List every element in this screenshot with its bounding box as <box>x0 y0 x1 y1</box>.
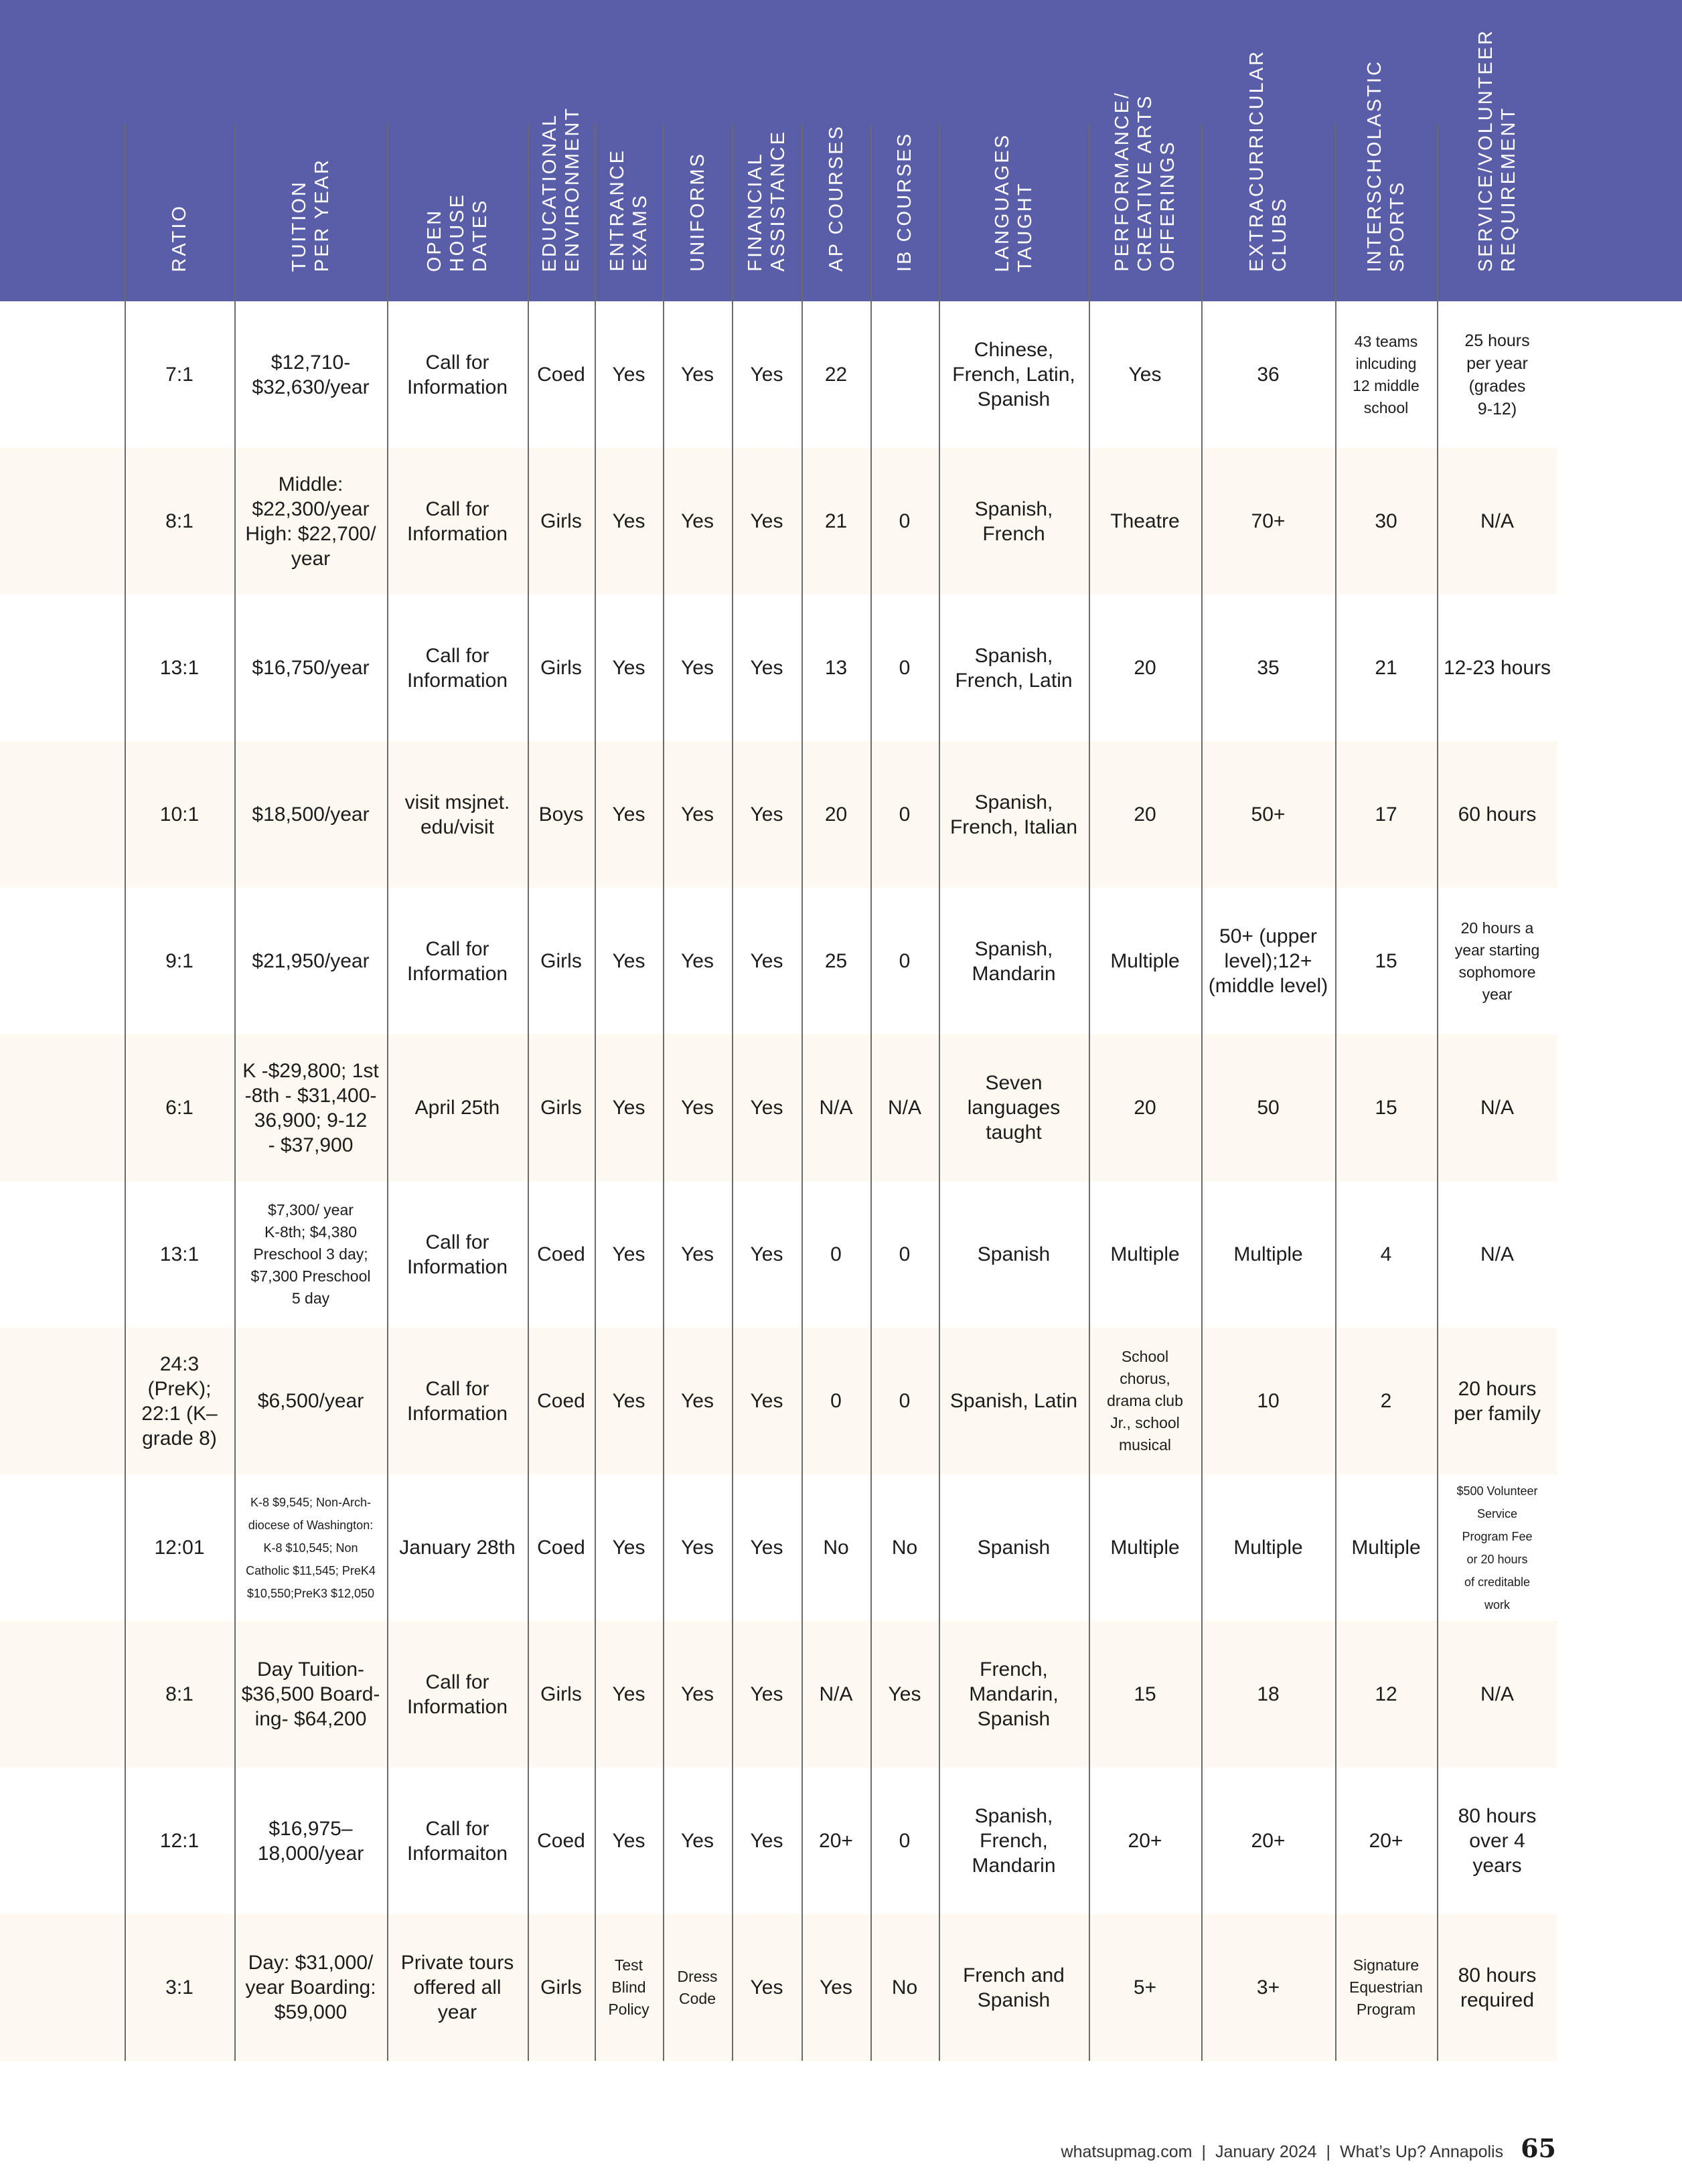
column-header-label: OPEN HOUSE DATES <box>424 192 491 272</box>
cell-ib-courses <box>870 301 939 448</box>
cell-languages: Spanish, French, Italian <box>949 791 1078 838</box>
cell-ratio: 9:1 <box>165 950 194 972</box>
cell-extracurricular: 3+ <box>1256 1976 1280 1999</box>
cell-financial-assistance: Yes <box>750 364 783 386</box>
cell-environment: Girls <box>540 1683 582 1705</box>
cell-ratio: 7:1 <box>165 364 194 386</box>
cell-environment: Girls <box>540 1097 582 1119</box>
cell-ap-courses: N/A <box>819 1683 853 1705</box>
cell-languages: Spanish, Latin <box>949 1390 1078 1412</box>
cell-performance-arts: 5+ <box>1133 1976 1157 1999</box>
cell-open-house: Call for Information <box>406 351 508 398</box>
table-row <box>0 448 1557 595</box>
cell-tuition: $12,710- $32,630/year <box>252 351 370 398</box>
cell-open-house: January 28th <box>399 1537 516 1559</box>
cell-entrance-exams: Yes <box>612 657 645 679</box>
cell-ratio: 8:1 <box>165 510 194 532</box>
cell-ap-courses: No <box>823 1537 849 1559</box>
cell-service: N/A <box>1480 510 1514 532</box>
cell-ib-courses: 0 <box>899 1243 911 1265</box>
footer-site: whatsupmag.com <box>1061 2142 1193 2161</box>
column-divider <box>528 124 529 2061</box>
cell-ib-courses: 0 <box>899 1390 911 1412</box>
header-ib-courses <box>870 0 939 301</box>
footer-magazine: What’s Up? Annapolis <box>1339 2142 1504 2161</box>
header-performance-arts <box>1089 0 1201 301</box>
column-divider <box>663 124 664 2061</box>
cell-uniforms: Dress Code <box>677 1967 718 2007</box>
cell-ratio: 10:1 <box>159 803 200 826</box>
cell-languages: Spanish <box>977 1537 1051 1559</box>
cell-financial-assistance: Yes <box>750 1976 783 1999</box>
cell-extracurricular: 50 <box>1257 1097 1280 1119</box>
cell-ap-courses: 21 <box>824 510 848 532</box>
cell-sports: 43 teams inlcuding 12 middle school <box>1353 332 1420 416</box>
cell-sports: 17 <box>1375 803 1397 826</box>
header-sports <box>1335 0 1437 301</box>
cell-performance-arts: 20 <box>1134 1097 1156 1119</box>
cell-financial-assistance: Yes <box>750 1243 783 1265</box>
cell-ratio: 13:1 <box>159 1243 200 1265</box>
cell-uniforms: Yes <box>681 364 714 386</box>
cell-sports: 4 <box>1380 1243 1392 1265</box>
cell-ib-courses: 0 <box>899 950 911 972</box>
column-divider <box>234 124 236 2061</box>
cell-ib-courses: No <box>891 1537 918 1559</box>
cell-entrance-exams: Yes <box>612 1537 645 1559</box>
cell-open-house: Call for Information <box>406 1670 508 1718</box>
cell-ib-courses: 0 <box>899 510 911 532</box>
column-header-label: PERFORMANCE/ CREATIVE ARTS OFFERINGS <box>1112 91 1178 272</box>
cell-extracurricular: 50+ (upper level);12+ (middle level) <box>1208 925 1328 997</box>
header-extracurricular <box>1201 0 1335 301</box>
column-header-label: FINANCIAL ASSISTANCE <box>745 130 789 272</box>
cell-environment: Girls <box>540 657 582 679</box>
cell-sports: Signature Equestrian Program <box>1349 1956 1423 2018</box>
cell-ratio: 12:01 <box>154 1537 205 1559</box>
footer-separator: | <box>1201 2142 1206 2161</box>
column-divider <box>595 124 596 2061</box>
cell-languages: French and Spanish <box>963 1964 1065 2011</box>
cell-financial-assistance: Yes <box>750 510 783 532</box>
column-divider <box>387 124 388 2061</box>
header-financial-assistance <box>732 0 801 301</box>
header-uniforms <box>663 0 732 301</box>
cell-ratio: 3:1 <box>165 1976 194 1999</box>
cell-service: 80 hours over 4 years <box>1458 1805 1537 1877</box>
cell-entrance-exams: Yes <box>612 1390 645 1412</box>
cell-performance-arts: School chorus, drama club Jr., school musical <box>1107 1348 1183 1454</box>
cell-ap-courses: 25 <box>824 950 848 972</box>
column-divider <box>870 124 872 2061</box>
cell-tuition: Middle: $22,300/year High: $22,700/ year <box>245 473 376 570</box>
column-header-label: RATIO <box>169 204 190 272</box>
cell-financial-assistance: Yes <box>750 803 783 826</box>
cell-ap-courses: 0 <box>830 1243 842 1265</box>
cell-service: 25 hours per year (grades 9-12) <box>1464 331 1530 418</box>
cell-sports: 21 <box>1375 657 1397 679</box>
cell-languages: Spanish, French, Mandarin <box>972 1805 1056 1877</box>
cell-uniforms: Yes <box>681 950 714 972</box>
column-header-label: SERVICE/VOLUNTEER REQUIREMENT <box>1475 28 1519 272</box>
table-row <box>0 301 1557 448</box>
cell-environment: Girls <box>540 1976 582 1999</box>
cell-extracurricular: Multiple <box>1233 1537 1303 1559</box>
header-ap-courses <box>801 0 870 301</box>
cell-uniforms: Yes <box>681 803 714 826</box>
cell-entrance-exams: Yes <box>612 950 645 972</box>
cell-service: 12-23 hours <box>1443 657 1551 679</box>
cell-performance-arts: 15 <box>1134 1683 1156 1705</box>
cell-ap-courses: 0 <box>830 1390 842 1412</box>
cell-environment: Girls <box>540 510 582 532</box>
cell-performance-arts: Yes <box>1128 364 1162 386</box>
cell-entrance-exams: Yes <box>612 1683 645 1705</box>
page-footer <box>1061 2133 1556 2163</box>
cell-ap-courses: 20 <box>824 803 848 826</box>
cell-ib-courses: No <box>891 1976 918 1999</box>
cell-uniforms: Yes <box>681 1683 714 1705</box>
cell-ib-courses: N/A <box>887 1097 921 1119</box>
column-header-label: ENTRANCE EXAMS <box>607 149 651 272</box>
column-divider <box>1201 124 1203 2061</box>
page-number: 65 <box>1521 2133 1556 2163</box>
cell-extracurricular: 20+ <box>1251 1830 1286 1852</box>
cell-uniforms: Yes <box>681 1537 714 1559</box>
cell-ratio: 8:1 <box>165 1683 194 1705</box>
cell-service: 20 hours a year starting sophomore year <box>1454 919 1540 1003</box>
cell-sports: 15 <box>1375 1097 1397 1119</box>
cell-financial-assistance: Yes <box>750 950 783 972</box>
cell-languages: Spanish, Mandarin <box>972 937 1056 985</box>
cell-open-house: April 25th <box>414 1097 500 1119</box>
cell-entrance-exams: Yes <box>612 510 645 532</box>
cell-sports: 12 <box>1375 1683 1397 1705</box>
column-divider <box>1089 124 1090 2061</box>
cell-tuition: Day Tuition- $36,500 Board- ing- $64,200 <box>241 1658 380 1730</box>
cell-ib-courses: 0 <box>899 1830 911 1852</box>
cell-extracurricular: 35 <box>1257 657 1280 679</box>
table-row <box>0 595 1557 741</box>
table-row <box>0 1474 1557 1621</box>
cell-sports: 30 <box>1375 510 1397 532</box>
cell-ratio: 6:1 <box>165 1097 194 1119</box>
column-divider <box>1437 124 1438 2061</box>
table-row <box>0 888 1557 1034</box>
column-header-label: EXTRACURRICULAR CLUBS <box>1246 50 1290 272</box>
cell-open-house: Call for Information <box>406 1231 508 1278</box>
cell-performance-arts: Multiple <box>1110 950 1180 972</box>
cell-environment: Girls <box>540 950 582 972</box>
cell-extracurricular: 50+ <box>1251 803 1286 826</box>
cell-performance-arts: 20 <box>1134 657 1156 679</box>
table-row <box>0 1621 1557 1768</box>
cell-tuition: $18,500/year <box>252 803 370 826</box>
footer-issue: January 2024 <box>1215 2142 1317 2161</box>
cell-tuition: K -$29,800; 1st -8th - $31,400- 36,900; 9-12 - $37,900 <box>242 1059 379 1156</box>
cell-performance-arts: 20 <box>1134 803 1156 826</box>
table-row <box>0 1914 1557 2061</box>
cell-uniforms: Yes <box>681 1390 714 1412</box>
cell-service: 20 hours per family <box>1453 1377 1541 1425</box>
cell-entrance-exams: Test Blind Policy <box>608 1956 649 2018</box>
cell-ap-courses: 13 <box>824 657 848 679</box>
table-row <box>0 1181 1557 1328</box>
cell-sports: Multiple <box>1351 1537 1421 1559</box>
cell-languages: French, Mandarin, Spanish <box>969 1658 1059 1730</box>
cell-entrance-exams: Yes <box>612 803 645 826</box>
cell-tuition: Day: $31,000/ year Boarding: $59,000 <box>245 1952 376 2023</box>
header-languages <box>939 0 1089 301</box>
cell-financial-assistance: Yes <box>750 657 783 679</box>
cell-service: N/A <box>1480 1097 1514 1119</box>
column-header-label: TUITION PER YEAR <box>289 157 333 272</box>
table-row <box>0 1328 1557 1474</box>
cell-extracurricular: 70+ <box>1251 510 1286 532</box>
cell-environment: Coed <box>537 1537 585 1559</box>
header-tuition <box>234 0 387 301</box>
cell-languages: Seven languages taught <box>967 1072 1061 1144</box>
cell-tuition: $16,750/year <box>252 657 370 679</box>
cell-performance-arts: Multiple <box>1110 1537 1180 1559</box>
cell-ratio: 24:3 (PreK); 22:1 (K– grade 8) <box>141 1352 218 1450</box>
cell-open-house: Call for Information <box>406 937 508 985</box>
column-divider <box>801 124 803 2061</box>
table-row <box>0 741 1557 888</box>
cell-open-house: visit msjnet. edu/visit <box>404 791 510 838</box>
cell-ap-courses: N/A <box>819 1097 853 1119</box>
cell-extracurricular: 10 <box>1257 1390 1280 1412</box>
header-open-house <box>387 0 528 301</box>
cell-uniforms: Yes <box>681 1243 714 1265</box>
cell-performance-arts: 20+ <box>1128 1830 1162 1852</box>
footer-separator: | <box>1326 2142 1330 2161</box>
cell-open-house: Call for Information <box>406 1377 508 1425</box>
column-header-label: IB COURSES <box>894 132 915 272</box>
column-header-label: EDUCATIONAL ENVIRONMENT <box>539 106 583 272</box>
header-environment <box>528 0 595 301</box>
column-header-label: UNIFORMS <box>686 152 708 272</box>
cell-tuition: $6,500/year <box>257 1390 364 1412</box>
cell-financial-assistance: Yes <box>750 1683 783 1705</box>
cell-tuition: $16,975– 18,000/year <box>257 1817 364 1865</box>
cell-ib-courses: Yes <box>888 1683 921 1705</box>
cell-financial-assistance: Yes <box>750 1830 783 1852</box>
cell-languages: Spanish <box>977 1243 1051 1265</box>
column-divider <box>125 124 126 2061</box>
cell-entrance-exams: Yes <box>612 1243 645 1265</box>
cell-ib-courses: 0 <box>899 657 911 679</box>
cell-financial-assistance: Yes <box>750 1537 783 1559</box>
cell-uniforms: Yes <box>681 657 714 679</box>
cell-extracurricular: Multiple <box>1233 1243 1303 1265</box>
cell-ratio: 13:1 <box>159 657 200 679</box>
cell-uniforms: Yes <box>681 1097 714 1119</box>
cell-financial-assistance: Yes <box>750 1097 783 1119</box>
cell-languages: Chinese, French, Latin, Spanish <box>952 339 1075 410</box>
cell-financial-assistance: Yes <box>750 1390 783 1412</box>
table-row <box>0 1034 1557 1181</box>
cell-service: N/A <box>1480 1243 1514 1265</box>
cell-service: $500 Volunteer Service Program Fee or 20 hours of creditable work <box>1456 1484 1538 1612</box>
cell-performance-arts: Theatre <box>1110 510 1180 532</box>
cell-open-house: Call for Information <box>406 497 508 545</box>
header-service <box>1437 0 1557 301</box>
cell-uniforms: Yes <box>681 1830 714 1852</box>
column-divider <box>732 124 733 2061</box>
cell-extracurricular: 18 <box>1257 1683 1280 1705</box>
cell-tuition: $21,950/year <box>252 950 370 972</box>
cell-tuition: K-8 $9,545; Non-Arch- diocese of Washington: K-8 $10,545; Non Catholic $11,545; PreK4 $10,550;PreK3 $12,050 <box>246 1495 376 1600</box>
table-header <box>0 0 1682 301</box>
cell-open-house: Private tours offered all year <box>400 1952 514 2023</box>
cell-entrance-exams: Yes <box>612 364 645 386</box>
header-ratio <box>125 0 234 301</box>
cell-service: 80 hours required <box>1458 1964 1537 2011</box>
column-header-label: AP COURSES <box>825 125 847 272</box>
cell-environment: Coed <box>537 1830 585 1852</box>
column-divider <box>1335 124 1336 2061</box>
column-divider <box>939 124 940 2061</box>
column-header-label: LANGUAGES TAUGHT <box>992 133 1036 272</box>
cell-environment: Boys <box>538 803 584 826</box>
cell-sports: 20+ <box>1369 1830 1403 1852</box>
cell-extracurricular: 36 <box>1257 364 1280 386</box>
cell-languages: Spanish, French <box>974 497 1053 545</box>
cell-open-house: Call for Informaiton <box>406 1817 508 1865</box>
cell-environment: Coed <box>537 364 585 386</box>
cell-environment: Coed <box>537 1390 585 1412</box>
cell-ap-courses: 22 <box>824 364 848 386</box>
column-header-label: INTERSCHOLASTIC SPORTS <box>1364 59 1408 272</box>
cell-sports: 2 <box>1380 1390 1392 1412</box>
cell-open-house: Call for Information <box>406 644 508 692</box>
cell-tuition: $7,300/ year K-8th; $4,380 Preschool 3 day; $7,300 Preschool 5 day <box>250 1201 371 1307</box>
cell-entrance-exams: Yes <box>612 1830 645 1852</box>
cell-ib-courses: 0 <box>899 803 911 826</box>
cell-uniforms: Yes <box>681 510 714 532</box>
cell-sports: 15 <box>1375 950 1397 972</box>
cell-environment: Coed <box>537 1243 585 1265</box>
cell-ratio: 12:1 <box>159 1830 200 1852</box>
cell-languages: Spanish, French, Latin <box>955 644 1073 692</box>
cell-performance-arts: Multiple <box>1110 1243 1180 1265</box>
table-row <box>0 1768 1557 1914</box>
cell-service: N/A <box>1480 1683 1514 1705</box>
cell-service: 60 hours <box>1458 803 1537 826</box>
cell-entrance-exams: Yes <box>612 1097 645 1119</box>
cell-ap-courses: Yes <box>820 1976 852 1999</box>
header-entrance-exams <box>595 0 663 301</box>
cell-ap-courses: 20+ <box>819 1830 853 1852</box>
